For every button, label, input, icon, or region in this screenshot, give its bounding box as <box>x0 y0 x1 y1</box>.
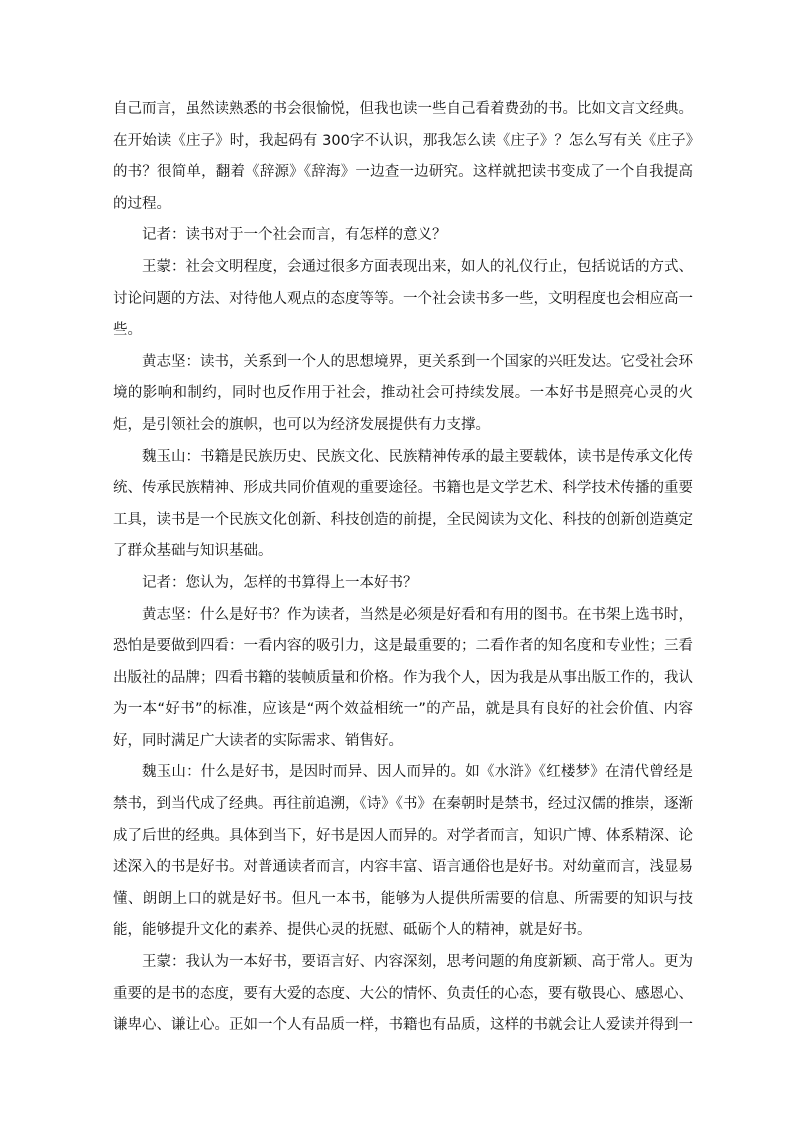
paragraph-huang-zhijian-answer-2: 黄志坚：什么是好书？作为读者，当然是必须是好看和有用的图书。在书架上选书时，恐怕是要做到四看：一看内容的吸引力，这是最重要的；二看作者的知名度和专业性；三看出版社的品牌；四看书籍的装帧质量和价格。作为我个人，因为我是从事出版工作的，我认为一本“好书”的标准，应该是“两个效益相统一”的产品，就是具有良好的社会价值、内容好，同时满足广大读者的实际需求、销售好。 <box>113 606 693 749</box>
paragraph-reporter-question-society: 记者：读书对于一个社会而言，有怎样的意义？ <box>142 227 447 244</box>
paragraph-intro-continuation: 自己而言，虽然读熟悉的书会很愉悦，但我也读一些自己看着费劲的书。比如文言文经典。在开始读《庄子》时，我起码有 300字不认识，那我怎么读《庄子》？怎么写有关《庄子》的书？很简单，翻着《辞源》《辞海》一边查一边研究。这样就把读书变成了一个自我提高的过程。 <box>113 101 693 212</box>
paragraph-wang-meng-answer-1: 王蒙：社会文明程度，会通过很多方面表现出来，如人的礼仪行止，包括说话的方式、讨论问题的方法、对待他人观点的态度等等。一个社会读书多一些，文明程度也会相应高一些。 <box>113 258 693 339</box>
paragraph-reporter-question-good-book: 记者：您认为，怎样的书算得上一本好书？ <box>142 574 418 591</box>
paragraph-wang-meng-answer-2: 王蒙：我认为一本好书，要语言好、内容深刻，思考问题的角度新颖、高于常人。更为重要的是书的态度，要有大爱的态度、大公的情怀、负责任的心态，要有敬畏心、感恩心、谦卑心、谦让心。正如一个人有品质一样，书籍也有品质，这样的书就会让人爱读并得到一 <box>113 954 693 1034</box>
document-body <box>113 94 693 1042</box>
paragraph-wei-yushan-answer-1: 魏玉山：书籍是民族历史、民族文化、民族精神传承的最主要载体，读书是传承文化传统、传承民族精神、形成共同价值观的重要途径。书籍也是文学艺术、科学技术传播的重要工具，读书是一个民族文化创新、科技创造的前提，全民阅读为文化、科技的创新创造奠定了群众基础与知识基础。 <box>113 448 693 560</box>
paragraph-wei-yushan-answer-2: 魏玉山：什么是好书，是因时而异、因人而异的。如《水浒》《红楼梦》在清代曾经是禁书，到当代成了经典。再往前追溯，《诗》《书》在秦朝时是禁书，经过汉儒的推崇，逐渐成了后世的经典。具体到当下，好书是因人而异的。对学者而言，知识广博、体系精深、论述深入的书是好书。对普通读者而言，内容丰富、语言通俗也是好书。对幼童而言，浅显易懂、朗朗上口的就是好书。但凡一本书，能够为人提供所需要的信息、所需要的知识与技能，能够提升文化的素养、提供心灵的抚慰、砥砺个人的精神，就是好书。 <box>113 764 693 939</box>
paragraph-huang-zhijian-answer-1: 黄志坚：读书，关系到一个人的思想境界，更关系到一个国家的兴旺发达。它受社会环境的影响和制约，同时也反作用于社会，推动社会可持续发展。一本好书是照亮心灵的火炬，是引领社会的旗帜，也可以为经济发展提供有力支撑。 <box>113 353 693 433</box>
